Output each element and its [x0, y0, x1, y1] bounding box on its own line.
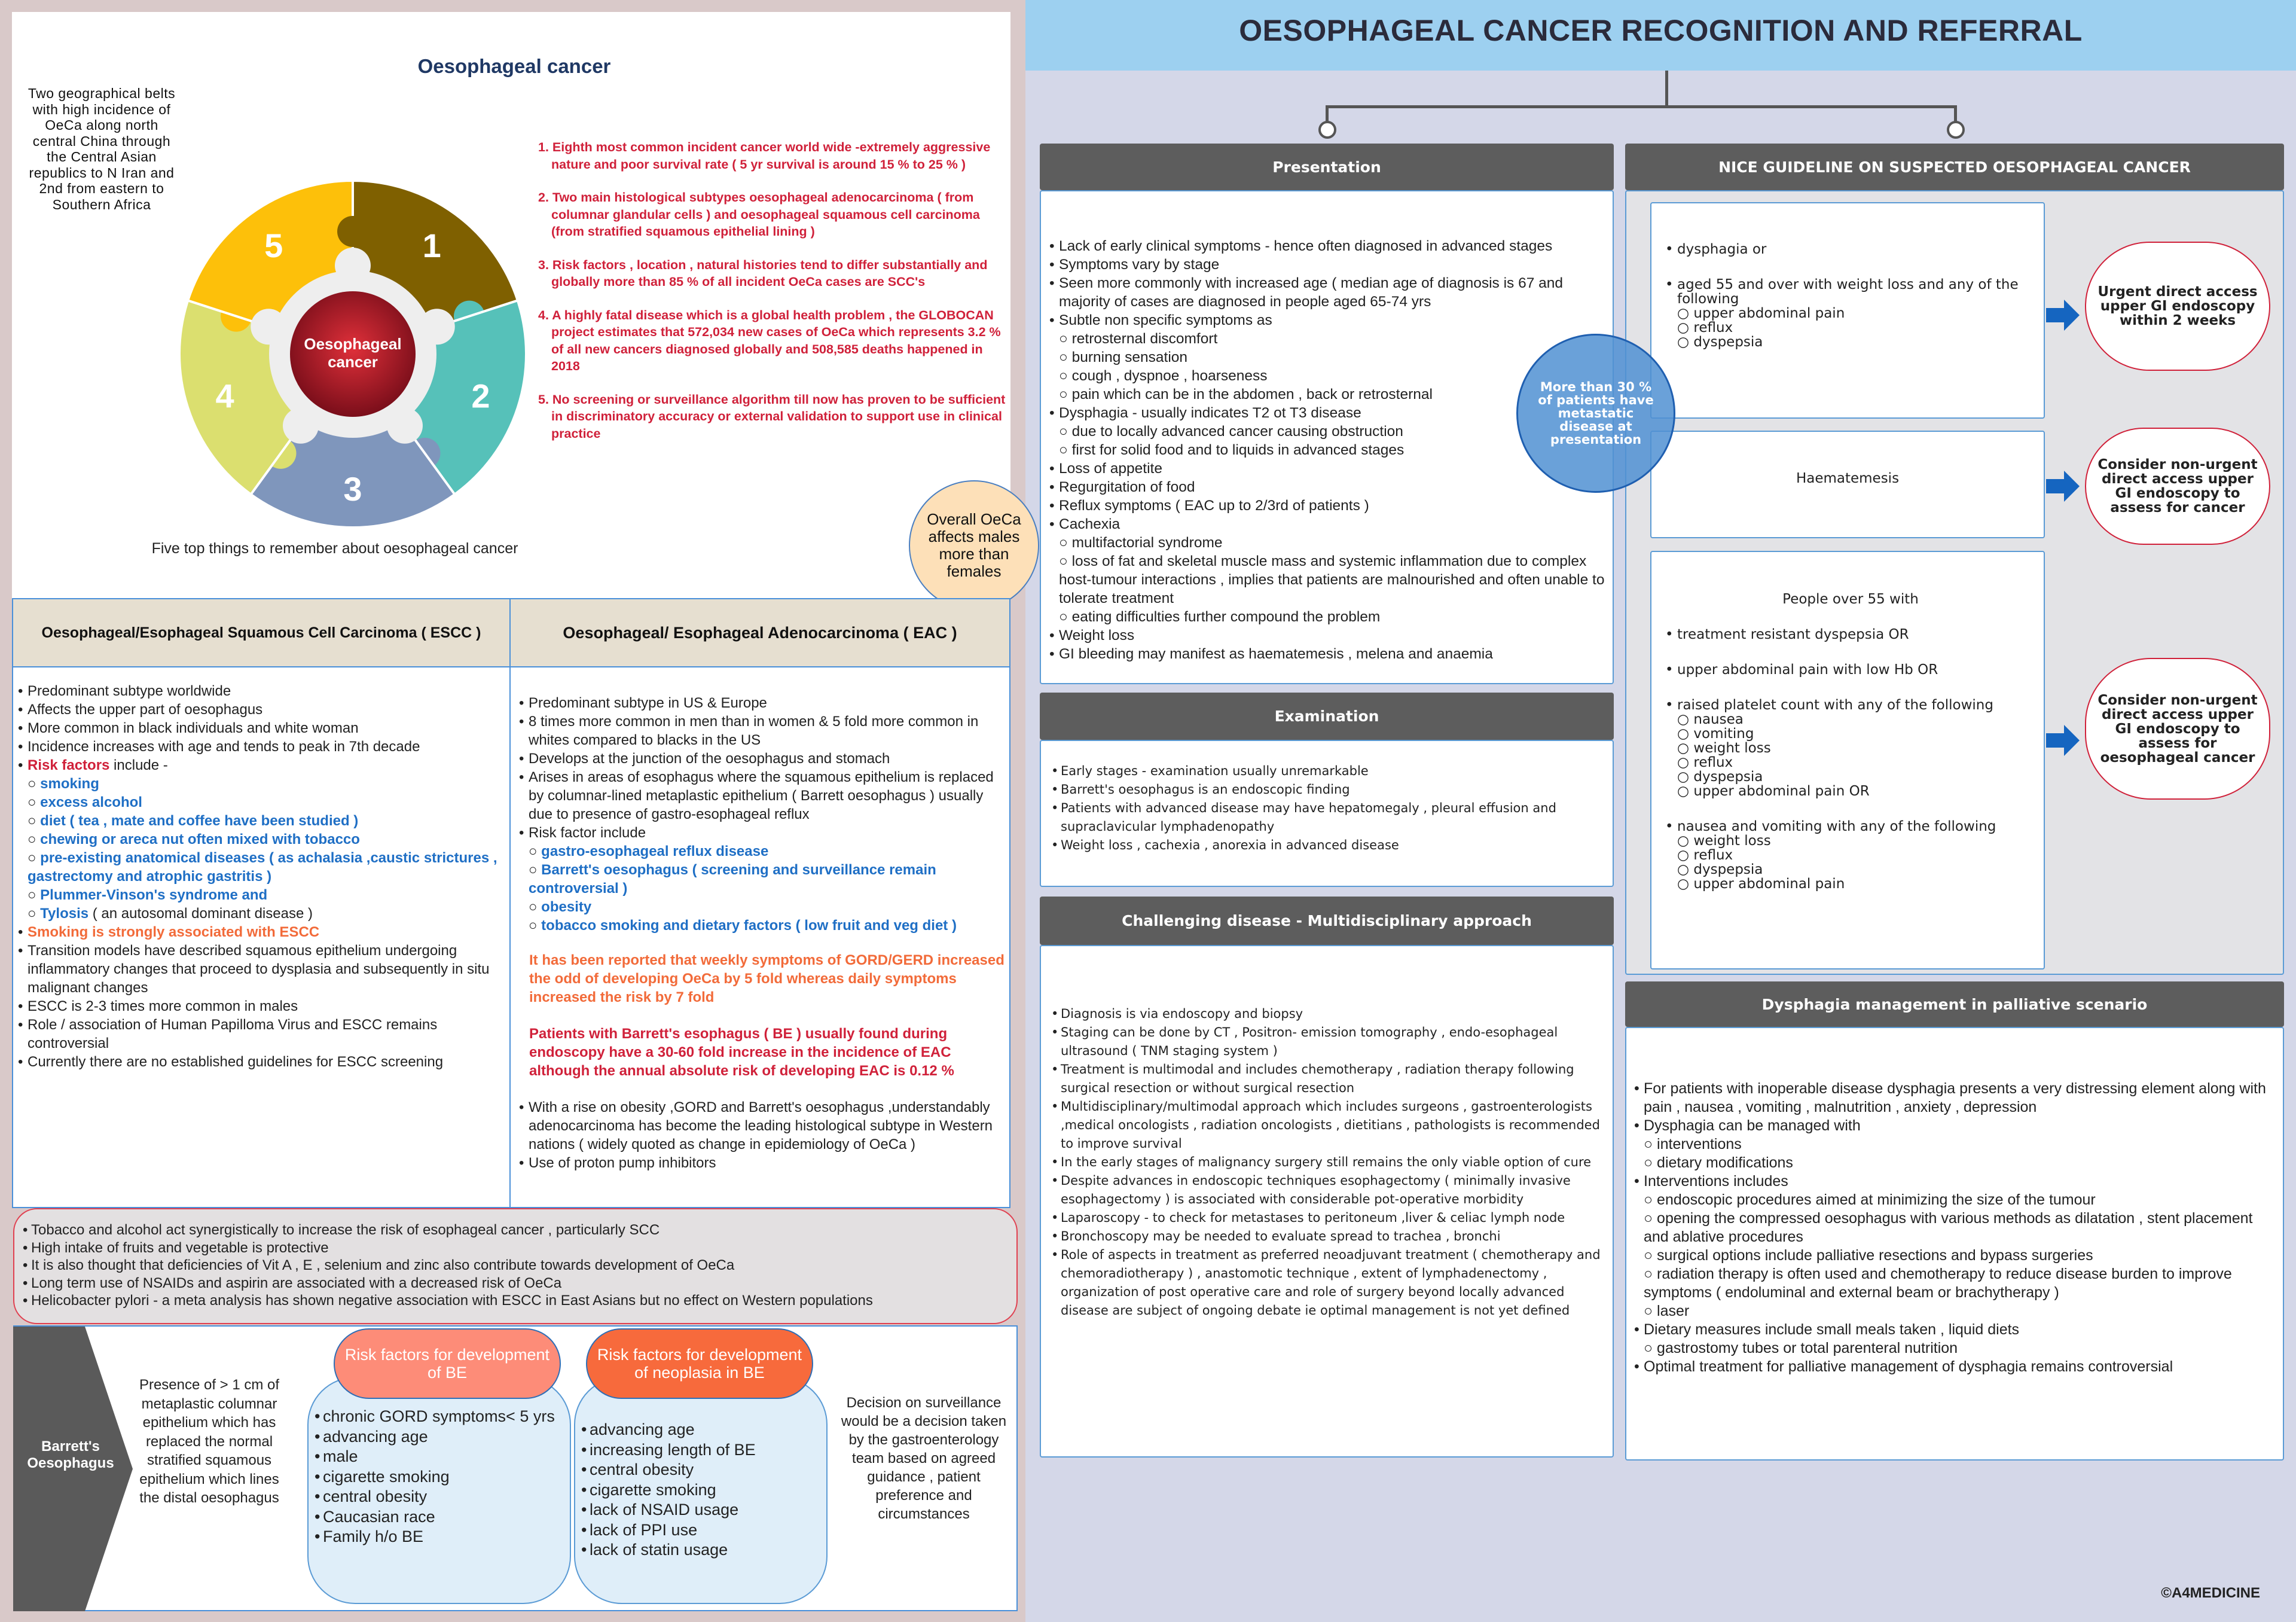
- list-item: [1634, 1191, 2280, 1209]
- item-text: Risk factor include: [529, 825, 646, 841]
- highlight-text: Risk factors: [28, 757, 110, 773]
- criteria-list: [1665, 627, 2036, 891]
- list-item: [1665, 698, 2036, 712]
- item-text: Dysphagia can be managed with: [1644, 1117, 1861, 1134]
- list-item: [1051, 1097, 1607, 1153]
- examination-header: Examination: [1040, 693, 1614, 740]
- list-item: • central obesity: [581, 1460, 820, 1480]
- item-text: Patients with advanced disease may have hepatomegaly , pleural effusion and supraclavicular lymphadenopathy: [1061, 801, 1556, 834]
- list-item: [1665, 848, 2036, 862]
- item-text: dyspepsia: [1693, 862, 1763, 877]
- list-item: [18, 719, 502, 737]
- list-item: [1051, 780, 1607, 799]
- list-item: [1634, 1117, 2280, 1135]
- item-text: cough , dyspnoe , hoarseness: [1071, 368, 1268, 384]
- item-text: Reflux symptoms ( EAC up to 2/3rd of patients ): [1059, 498, 1369, 514]
- item-text: weight loss: [1693, 833, 1771, 849]
- item-text: Subtle non specific symptoms as: [1059, 312, 1272, 328]
- list-item: [1665, 877, 2036, 891]
- list-item: [1634, 1358, 2280, 1376]
- item-text: pain which can be in the abdomen , back or retrosternal: [1071, 386, 1433, 403]
- puzzle-number: 3: [343, 470, 362, 508]
- list-item: [18, 682, 502, 700]
- item-text: opening the compressed oesophagus with various methods as dilatation , stent placement and ablative procedures: [1644, 1210, 2253, 1245]
- list-item: [18, 812, 502, 830]
- list-item: • advancing age: [581, 1420, 820, 1440]
- list-item: [1051, 1209, 1607, 1227]
- item-text: In the early stages of malignancy surgery still remains the only viable option of cure: [1061, 1155, 1592, 1169]
- list-item: [1665, 741, 2036, 755]
- arrow-right-icon: [2046, 298, 2080, 332]
- item-text: due to locally advanced cancer causing obstruction: [1071, 423, 1403, 440]
- five-things-puzzle: [167, 169, 538, 539]
- item-text: multifactorial syndrome: [1071, 535, 1223, 551]
- dysphagia-header: Dysphagia management in palliative scenario: [1625, 981, 2284, 1027]
- list-item: • central obesity: [315, 1487, 560, 1507]
- list-item: [519, 712, 1006, 749]
- list-item: [1049, 330, 1611, 348]
- item-text: 8 times more common in men than in women & 5 fold more common in whites compared to blacks in the US: [529, 714, 979, 748]
- item-text: With a rise on obesity ,GORD and Barrett's oesophagus ,understandably adenocarcinoma has become the leading histological subtype in Western nations ( widely quoted as change in epidemiology of OeCa ): [529, 1099, 993, 1153]
- list-item: • cigarette smoking: [315, 1467, 560, 1487]
- list-item: [18, 997, 502, 1016]
- list-item: • male: [315, 1447, 560, 1467]
- list-item: [18, 756, 502, 775]
- presentation-header: Presentation: [1040, 144, 1614, 190]
- arrow-right-icon: [2046, 469, 2080, 503]
- puzzle-number: 1: [422, 226, 441, 264]
- list-item: 1. Eighth most common incident cancer world wide -extremely aggressive nature and poor survival rate ( 5 yr survival is around 15 % to 25 % ): [538, 140, 991, 172]
- list-item: [1634, 1172, 2280, 1191]
- list-item: [1051, 1060, 1607, 1097]
- item-text: Weight loss: [1059, 627, 1135, 644]
- item-text: endoscopic procedures aimed at minimizing the size of the tumour: [1657, 1191, 2096, 1208]
- list-item: [1051, 836, 1607, 855]
- item-text: GI bleeding may manifest as haematemesis , melena and anaemia: [1059, 646, 1493, 662]
- examination-list: [1051, 762, 1607, 855]
- list-item: [1634, 1339, 2280, 1358]
- puzzle-number: 5: [264, 226, 283, 264]
- challenging-header: Challenging disease - Multidisciplinary approach: [1040, 897, 1614, 945]
- item-text: Smoking is strongly associated with ESCC: [28, 924, 320, 940]
- item-text: For patients with inoperable disease dysphagia presents a very distressing element along with pain , nausea , vomiting , malnutrition , anxiety , depression: [1644, 1080, 2266, 1115]
- list-item: [1051, 1005, 1607, 1023]
- puzzle-caption: Five top things to remember about oesophageal cancer: [151, 540, 518, 557]
- list-item: [18, 737, 502, 756]
- item-text: ESCC is 2-3 times more common in males: [28, 998, 298, 1014]
- list-item: [18, 793, 502, 812]
- item-text: Role of aspects in treatment as preferred neoadjuvant treatment ( chemotherapy and chemoradiotherapy ) , anastomotic technique , extent of lymphadenectomy , organization of post operative care and role of surgery beyond locally advanced disease are subject of ongoing debate ie optimal management is not yet defined: [1061, 1248, 1601, 1318]
- list-item: [519, 898, 1006, 916]
- list-item: [1665, 335, 2036, 349]
- list-item: [1665, 278, 2036, 306]
- list-item: [519, 749, 1006, 768]
- item-text: smoking: [40, 776, 99, 792]
- gord-risk-note: It has been reported that weekly symptoms of GORD/GERD increased the odd of developing OeCa by 5 fold whereas daily symptoms increased the risk by 7 fold: [529, 952, 1004, 1005]
- item-text: Affects the upper part of oesophagus: [28, 702, 263, 718]
- list-item: [1049, 515, 1611, 533]
- item-text: Predominant subtype worldwide: [28, 683, 231, 699]
- list-item: [1665, 306, 2036, 321]
- item-text: first for solid food and to liquids in advanced stages: [1071, 442, 1405, 458]
- list-item: [1665, 862, 2036, 877]
- item-text: Weight loss , cachexia , anorexia in advanced disease: [1061, 838, 1399, 852]
- item-text: dyspepsia: [1693, 334, 1763, 350]
- list-item: [1634, 1246, 2280, 1265]
- neoplasia-risk-list: [581, 1420, 820, 1560]
- nice-criteria-3: [1665, 592, 2036, 891]
- item-text: vomiting: [1693, 726, 1754, 742]
- list-item: [1049, 274, 1611, 311]
- item-text: reflux: [1693, 755, 1733, 770]
- item-text: Bronchoscopy may be needed to evaluate spread to trachea , bronchi: [1061, 1229, 1501, 1243]
- item-text: Predominant subtype in US & Europe: [529, 695, 767, 711]
- challenging-list: [1051, 1005, 1607, 1320]
- puzzle-tab: [387, 408, 423, 444]
- escc-list: [18, 682, 502, 1071]
- item-text: Role / association of Human Papilloma Virus and ESCC remains controversial: [28, 1017, 438, 1051]
- list-item: • lack of statin usage: [581, 1540, 820, 1560]
- item-text: surgical options include palliative resections and bypass surgeries: [1657, 1247, 2093, 1264]
- list-item: [18, 700, 502, 719]
- list-item: [18, 1016, 502, 1053]
- barrett-definition: Presence of > 1 cm of metaplastic columnar epithelium which has replaced the normal stratified squamous epithelium which lines the distal oesophagus: [139, 1377, 280, 1506]
- list-item: [1051, 1023, 1607, 1060]
- item-text: dietary modifications: [1657, 1154, 1793, 1171]
- item-text: Optimal treatment for palliative management of dysphagia remains controversial: [1644, 1358, 2173, 1375]
- list-item: [1049, 533, 1611, 552]
- list-item: [18, 923, 502, 941]
- item-text: include -: [109, 757, 168, 773]
- list-item: [1634, 1209, 2280, 1246]
- list-item: • cigarette smoking: [581, 1480, 820, 1501]
- list-item: [1634, 1265, 2280, 1302]
- item-text: reflux: [1693, 320, 1733, 336]
- list-item: [1634, 1302, 2280, 1321]
- item-text: Barrett's oesophagus is an endoscopic finding: [1061, 782, 1350, 797]
- item-text: pre-existing anatomical diseases ( as achalasia ,caustic strictures , gastrectomy and atrophic gastritis ): [28, 850, 497, 885]
- list-item: [1665, 770, 2036, 784]
- item-text: ( an autosomal dominant disease ): [88, 905, 313, 922]
- eac-header: Oesophageal/ Esophageal Adenocarcinoma ( EAC ): [511, 599, 1009, 667]
- list-item: [1665, 242, 2036, 257]
- criteria-intro: People over 55 with: [1782, 592, 1919, 607]
- list-item: 4. A highly fatal disease which is a global health problem , the GLOBOCAN project estimates that 572,034 new cases of OeCa which represents 3.2 % of all new cancers diagnosed globally and 508,585 deaths happened in 2018: [538, 307, 1001, 373]
- list-item: [1634, 1080, 2280, 1117]
- item-text: burning sensation: [1071, 349, 1188, 365]
- list-item: [1049, 255, 1611, 274]
- list-item: [1049, 348, 1611, 367]
- barrett-label: Barrett's Oesophagus: [27, 1438, 114, 1471]
- nice-header: NICE GUIDELINE ON SUSPECTED OESOPHAGEAL CANCER: [1625, 144, 2284, 190]
- list-item: [1665, 663, 2036, 677]
- list-item: [18, 941, 502, 997]
- list-item: • Caucasian race: [315, 1507, 560, 1528]
- list-item: [519, 916, 1006, 935]
- neoplasia-risk-title: Risk factors for development of neoplasia in BE: [586, 1328, 813, 1399]
- connector-line: [1665, 71, 1668, 106]
- item-text: nausea and vomiting with any of the following: [1677, 819, 1996, 834]
- list-item: [1665, 755, 2036, 770]
- list-item: [519, 824, 1006, 842]
- list-item: [1665, 321, 2036, 335]
- escc-header: Oesophageal/Esophageal Squamous Cell Carcinoma ( ESCC ): [13, 599, 511, 667]
- item-text: gastro-esophageal reflux disease: [541, 843, 769, 859]
- eac-more-list: [519, 1098, 1006, 1172]
- nice-criteria-2: Haematemesis: [1796, 471, 1900, 486]
- overall-sex-note: Overall OeCa affects males more than females: [909, 480, 1039, 611]
- list-item: [18, 775, 502, 793]
- column-divider: [509, 666, 511, 1208]
- geography-note: Two geographical belts with high incidence of OeCa along north central China through the Central Asian republics to N Iran and 2nd from eastern to Southern Africa: [28, 86, 176, 212]
- item-text: Plummer-Vinson's syndrome and: [40, 887, 268, 903]
- list-item: 3. Risk factors , location , natural histories tend to differ substantially and globally more than 85 % of all incident OeCa cases are SCC's: [538, 257, 988, 289]
- list-item: • advancing age: [315, 1427, 560, 1447]
- item-text: Multidisciplinary/multimodal approach which includes surgeons , gastroenterologists ,medical oncologists , radiation oncologists , dietitians , pathologists is recommended to improve survival: [1061, 1099, 1600, 1151]
- item-text: Loss of appetite: [1059, 461, 1162, 477]
- item-text: Treatment is multimodal and includes chemotherapy , radiation therapy following surgical resection or without surgical resection: [1061, 1062, 1574, 1095]
- list-item: [1634, 1135, 2280, 1154]
- puzzle-center-label: Oesophageal cancer: [304, 335, 402, 371]
- connector-node: [1318, 121, 1336, 139]
- item-text: chewing or areca nut often mixed with tobacco: [40, 831, 360, 847]
- item-text: Dietary measures include small meals taken , liquid diets: [1644, 1321, 2020, 1338]
- item-text: tobacco smoking and dietary factors ( low fruit and veg diet ): [541, 917, 957, 934]
- puzzle-knob: [337, 216, 368, 247]
- list-item: • It is also thought that deficiencies of Vit A , E , selenium and zinc also contribute towards development of OeCa: [23, 1257, 1016, 1275]
- item-text: Diagnosis is via endoscopy and biopsy: [1061, 1007, 1303, 1021]
- item-text: Laparoscopy - to check for metastases to peritoneum ,liver & celiac lymph node: [1061, 1211, 1565, 1225]
- list-item: • lack of NSAID usage: [581, 1500, 820, 1520]
- item-text: retrosternal discomfort: [1071, 331, 1218, 347]
- main-title: OESOPHAGEAL CANCER RECOGNITION AND REFERRAL: [1239, 14, 2083, 47]
- item-text: aged 55 and over with weight loss and any of the following: [1677, 277, 2019, 307]
- item-text: weight loss: [1693, 740, 1771, 756]
- item-text: obesity: [541, 899, 592, 915]
- item-text: reflux: [1693, 847, 1733, 863]
- list-item: [519, 861, 1006, 898]
- be-risk-title: Risk factors for development of BE: [334, 1328, 561, 1399]
- eac-notes: [529, 951, 1007, 1098]
- list-item: • lack of PPI use: [581, 1520, 820, 1541]
- item-text: Incidence increases with age and tends to peak in 7th decade: [28, 739, 420, 755]
- item-text: eating difficulties further compound the problem: [1071, 609, 1381, 625]
- list-item: [1049, 552, 1611, 608]
- list-item: [18, 904, 502, 923]
- item-text: Interventions includes: [1644, 1173, 1788, 1190]
- list-item: [18, 849, 502, 886]
- list-item: [1049, 311, 1611, 330]
- list-item: [1051, 1246, 1607, 1320]
- outcome-non-urgent-oesophageal: Consider non-urgent direct access upper GI endoscopy to assess for oesophageal cancer: [2085, 658, 2270, 800]
- item-text: Staging can be done by CT , Positron- emission tomography , endo-esophageal ultrasound ( TNM staging system ): [1061, 1025, 1558, 1058]
- list-item: [519, 768, 1006, 824]
- item-text: Barrett's oesophagus ( screening and surveillance remain controversial ): [529, 862, 936, 897]
- item-text: excess alcohol: [40, 794, 142, 810]
- item-text: Develops at the junction of the oesophagus and stomach: [529, 751, 890, 767]
- list-item: [1634, 1154, 2280, 1172]
- barrett-risk-note: Patients with Barrett's esophagus ( BE ) usually found during endoscopy have a 30-60 fold increase in the incidence of EAC although the annual absolute risk of developing EAC is 0.12 %: [529, 1026, 954, 1079]
- item-text: Seen more commonly with increased age ( median age of diagnosis is 67 and majority of cases are diagnosed in people aged 65-74 yrs: [1059, 275, 1564, 310]
- highlight-text: Tylosis: [40, 905, 89, 922]
- list-item: [1051, 762, 1607, 780]
- list-item: • Tobacco and alcohol act synergistically to increase the risk of esophageal cancer , particularly SCC: [23, 1221, 1016, 1239]
- list-item: [1049, 478, 1611, 496]
- outcome-urgent: Urgent direct access upper GI endoscopy within 2 weeks: [2085, 242, 2270, 371]
- item-text: More common in black individuals and white woman: [28, 720, 359, 736]
- puzzle-tab: [283, 408, 319, 444]
- dysphagia-list: [1634, 1080, 2280, 1376]
- list-item: 5. No screening or surveillance algorithm till now has proven to be sufficient in discriminatory accuracy or external validation to support use in clinical practice: [538, 392, 1006, 441]
- item-text: radiation therapy is often used and chemotherapy to reduce disease burden to improve symptoms ( endoluminal and external beam or brachytherapy ): [1644, 1266, 2232, 1301]
- item-text: upper abdominal pain with low Hb OR: [1677, 662, 1938, 678]
- list-item: • Helicobacter pylori - a meta analysis has shown negative association with ESCC in East Asians but no effect on Western populations: [23, 1292, 1016, 1310]
- list-item: [18, 886, 502, 904]
- list-item: [1051, 1172, 1607, 1209]
- item-text: dysphagia or: [1677, 242, 1767, 257]
- puzzle-tab: [335, 248, 371, 283]
- item-text: Lack of early clinical symptoms - hence often diagnosed in advanced stages: [1059, 238, 1553, 254]
- item-text: Regurgitation of food: [1059, 479, 1195, 495]
- item-text: dyspepsia: [1693, 769, 1763, 785]
- list-item: 2. Two main histological subtypes oesophageal adenocarcinoma ( from columnar glandular cells ) and oesophageal squamous cell carcinoma (from stratified squamous epithelial lining ): [538, 190, 980, 239]
- connector-node: [1947, 121, 1965, 139]
- item-text: Despite advances in endoscopic techniques esophagectomy ( minimally invasive esophagectomy ) is associated with considerable pot-operative morbidity: [1061, 1173, 1571, 1206]
- list-item: [1049, 608, 1611, 626]
- copyright: ©A4MEDICINE: [2161, 1585, 2260, 1601]
- general-risk-notes: [13, 1208, 1018, 1324]
- overview-title: Oesophageal cancer: [417, 55, 611, 77]
- list-item: [18, 1053, 502, 1071]
- list-item: [519, 1154, 1006, 1172]
- top-things-list: [538, 139, 1010, 458]
- list-item: [1665, 727, 2036, 741]
- list-item: [1049, 626, 1611, 645]
- item-text: loss of fat and skeletal muscle mass and systemic inflammation due to complex host-tumour interactions , implies that patients are malnourished and often unable to tolerate treatment: [1059, 553, 1605, 606]
- item-text: treatment resistant dyspepsia OR: [1677, 627, 1909, 642]
- puzzle-tab: [419, 309, 455, 344]
- item-text: diet ( tea , mate and coffee have been studied ): [40, 813, 359, 829]
- puzzle-tab: [251, 309, 286, 344]
- item-text: upper abdominal pain: [1693, 306, 1845, 321]
- list-item: • Family h/o BE: [315, 1527, 560, 1547]
- item-text: upper abdominal pain: [1693, 876, 1845, 892]
- list-item: [1049, 496, 1611, 515]
- item-text: Transition models have described squamous epithelium undergoing inflammatory changes that proceed to dysplasia and subsequently in situ malignant changes: [28, 943, 490, 996]
- item-text: upper abdominal pain OR: [1693, 783, 1870, 799]
- list-item: • chronic GORD symptoms< 5 yrs: [315, 1407, 560, 1427]
- list-item: [1665, 627, 2036, 642]
- list-item: [1665, 819, 2036, 834]
- surveillance-decision: Decision on surveillance would be a decision taken by the gastroenterology team based on agreed guidance , patient preference and circumstances: [841, 1395, 1007, 1522]
- list-item: [18, 830, 502, 849]
- item-text: Use of proton pump inhibitors: [529, 1155, 716, 1171]
- list-item: [1051, 1227, 1607, 1246]
- list-item: [1665, 834, 2036, 848]
- item-text: Early stages - examination usually unremarkable: [1061, 764, 1369, 778]
- list-item: • increasing length of BE: [581, 1440, 820, 1461]
- puzzle-number: 2: [471, 377, 490, 415]
- be-risk-list: [315, 1407, 560, 1547]
- item-text: raised platelet count with any of the following: [1677, 697, 1993, 713]
- item-text: interventions: [1657, 1136, 1742, 1153]
- arrow-right-icon: [2046, 724, 2080, 757]
- list-item: [1634, 1321, 2280, 1339]
- list-item: • Long term use of NSAIDs and aspirin are associated with a decreased risk of OeCa: [23, 1275, 1016, 1292]
- item-text: gastrostomy tubes or total parenteral nutrition: [1657, 1340, 1958, 1356]
- item-text: Arises in areas of esophagus where the squamous epithelium is replaced by columnar-lined metaplastic epithelium ( Barrett oesophagus ) usually due to presence of gastro-esophageal reflux: [529, 769, 994, 822]
- list-item: [1051, 1153, 1607, 1172]
- item-text: Cachexia: [1059, 516, 1120, 532]
- list-item: [1665, 712, 2036, 727]
- item-text: nausea: [1693, 712, 1744, 727]
- item-text: Dysphagia - usually indicates T2 ot T3 disease: [1059, 405, 1361, 421]
- list-item: [519, 694, 1006, 712]
- eac-list: [519, 694, 1006, 935]
- metastatic-note: More than 30 % of patients have metastatic disease at presentation: [1516, 334, 1675, 493]
- connector-line: [1326, 105, 1957, 108]
- item-text: Currently there are no established guidelines for ESCC screening: [28, 1054, 444, 1070]
- list-item: [1049, 645, 1611, 663]
- item-text: laser: [1657, 1303, 1690, 1319]
- list-item: [1049, 237, 1611, 255]
- list-item: [519, 842, 1006, 861]
- outcome-non-urgent-cancer: Consider non-urgent direct access upper GI endoscopy to assess for cancer: [2085, 428, 2270, 545]
- nice-criteria-1: [1665, 242, 2036, 349]
- list-item: [519, 1098, 1006, 1154]
- item-text: Symptoms vary by stage: [1059, 257, 1220, 273]
- list-item: [1051, 799, 1607, 836]
- list-item: • High intake of fruits and vegetable is protective: [23, 1239, 1016, 1257]
- puzzle-number: 4: [215, 377, 234, 415]
- list-item: [1665, 784, 2036, 798]
- list-item: [1049, 459, 1611, 478]
